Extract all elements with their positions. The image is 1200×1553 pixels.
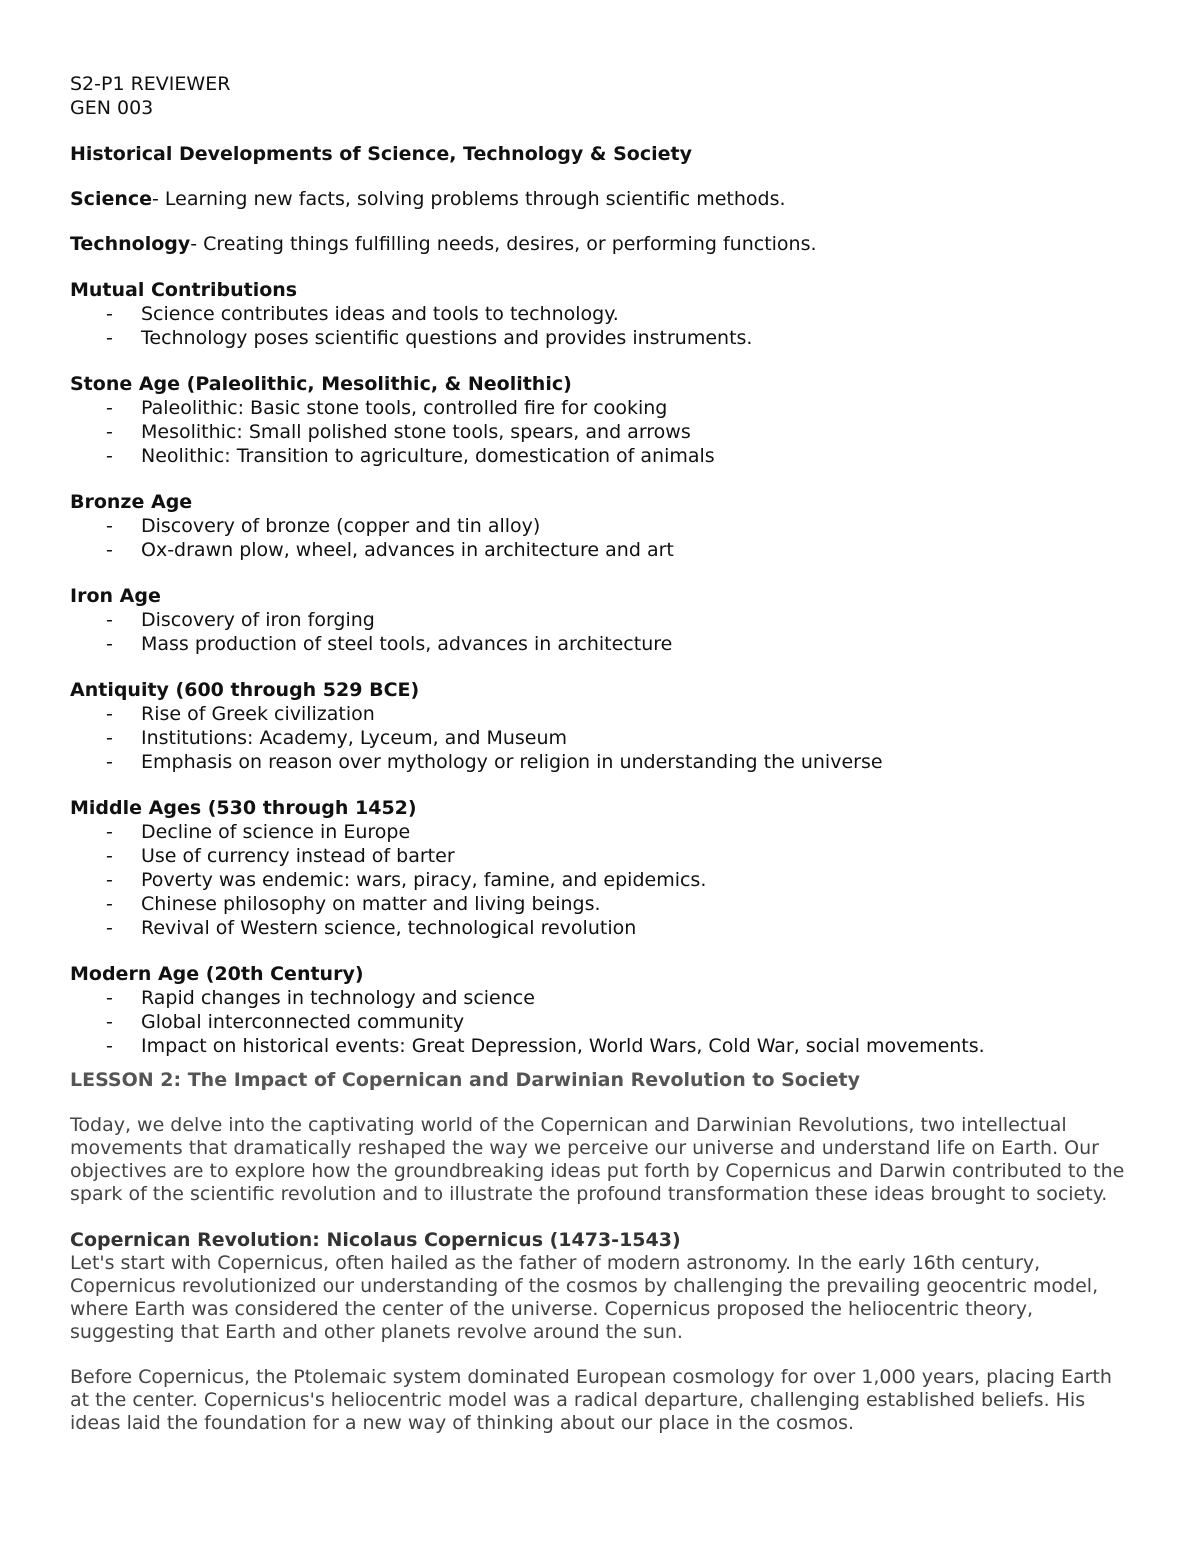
section-heading: Antiquity (600 through 529 BCE): [70, 679, 420, 701]
bullet-dash: -: [106, 421, 113, 443]
bullet-text: Mesolithic: Small polished stone tools, spears, and arrows: [141, 421, 691, 443]
bullet-item: [70, 986, 1130, 1010]
section-heading: Stone Age (Paleolithic, Mesolithic, & Neolithic): [70, 373, 572, 395]
bullet-item: [70, 514, 1130, 538]
section-heading: Mutual Contributions: [70, 279, 298, 301]
bullet-text: Discovery of bronze (copper and tin alloy): [141, 515, 541, 537]
bullet-dash: -: [106, 303, 113, 325]
lesson2-heading: LESSON 2: The Impact of Copernican and Darwinian Revolution to Society: [70, 1069, 860, 1091]
bullet-text: Emphasis on reason over mythology or religion in understanding the universe: [141, 751, 883, 773]
bullet-dash: -: [106, 751, 113, 773]
bullet-list: [70, 302, 1130, 350]
copernicus-paragraph-1: Let's start with Copernicus, often hailed as the father of modern astronomy. In the early 16th century, Copernicus revolutionized our understanding of the cosmos by challenging the prevailing geocentric model, where Earth was considered the center of the universe. Copernicus proposed the heliocentric theory, suggesting that Earth and other planets revolve around the sun.: [70, 1252, 1099, 1343]
bullet-dash: -: [106, 515, 113, 537]
bullet-dash: -: [106, 845, 113, 867]
bullet-dash: -: [106, 445, 113, 467]
doc-title-line1: S2-P1 REVIEWER: [70, 73, 231, 95]
bullet-item: [70, 726, 1130, 750]
bullet-text: Revival of Western science, technological revolution: [141, 917, 637, 939]
bullet-dash: -: [106, 869, 113, 891]
bullet-item: [70, 444, 1130, 468]
bullet-text: Decline of science in Europe: [141, 821, 411, 843]
bullet-dash: -: [106, 397, 113, 419]
bullet-text: Impact on historical events: Great Depression, World Wars, Cold War, social movements.: [141, 1035, 985, 1057]
bullet-dash: -: [106, 917, 113, 939]
bullet-dash: -: [106, 987, 113, 1009]
bullet-item: [70, 916, 1130, 940]
section-heading: Middle Ages (530 through 1452): [70, 797, 417, 819]
bullet-dash: -: [106, 1035, 113, 1057]
bullet-text: Rise of Greek civilization: [141, 703, 375, 725]
bullet-item: [70, 326, 1130, 350]
copernicus-heading: Copernican Revolution: Nicolaus Copernicus (1473-1543): [70, 1229, 681, 1251]
definition-science: [70, 188, 1130, 211]
bullet-item: [70, 868, 1130, 892]
main-heading: Historical Developments of Science, Technology & Society: [70, 143, 692, 165]
bullet-dash: -: [106, 821, 113, 843]
bullet-list: [70, 396, 1130, 468]
bullet-item: [70, 844, 1130, 868]
doc-title-line2: GEN 003: [70, 97, 154, 119]
definition-term: Science: [70, 188, 153, 210]
lesson2-intro: Today, we delve into the captivating world of the Copernican and Darwinian Revolutions, two intellectual movements that dramatically reshaped the way we perceive our universe and understand life on Earth. Our objectives are to explore how the groundbreaking ideas put forth by Copernicus and Darwin contributed to the spark of the scientific revolution and to illustrate the profound transformation these ideas brought to society.: [70, 1114, 1125, 1205]
bullet-text: Science contributes ideas and tools to technology.: [141, 303, 619, 325]
bullet-item: [70, 302, 1130, 326]
definition-text: - Creating things fulfilling needs, desires, or performing functions.: [190, 233, 817, 255]
bullet-item: [70, 1034, 1130, 1058]
bullet-item: [70, 820, 1130, 844]
definition-text: - Learning new facts, solving problems through scientific methods.: [152, 188, 786, 210]
bullet-dash: -: [106, 609, 113, 631]
bullet-item: [70, 892, 1130, 916]
bullet-list: [70, 608, 1130, 656]
bullet-text: Institutions: Academy, Lyceum, and Museum: [141, 727, 568, 749]
bullet-item: [70, 608, 1130, 632]
bullet-dash: -: [106, 727, 113, 749]
bullet-text: Paleolithic: Basic stone tools, controlled fire for cooking: [141, 397, 668, 419]
sections-container: [70, 256, 1130, 1058]
bullet-text: Mass production of steel tools, advances in architecture: [141, 633, 673, 655]
bullet-text: Technology poses scientific questions and provides instruments.: [141, 327, 753, 349]
bullet-dash: -: [106, 327, 113, 349]
bullet-item: [70, 632, 1130, 656]
bullet-text: Global interconnected community: [141, 1011, 465, 1033]
bullet-list: [70, 986, 1130, 1058]
section-heading: Modern Age (20th Century): [70, 963, 364, 985]
bullet-dash: -: [106, 633, 113, 655]
bullet-item: [70, 396, 1130, 420]
bullet-item: [70, 750, 1130, 774]
bullet-text: Rapid changes in technology and science: [141, 987, 535, 1009]
bullet-item: [70, 702, 1130, 726]
bullet-text: Use of currency instead of barter: [141, 845, 455, 867]
bullet-text: Discovery of iron forging: [141, 609, 375, 631]
bullet-dash: -: [106, 1011, 113, 1033]
section-heading: Bronze Age: [70, 491, 193, 513]
bullet-dash: -: [106, 893, 113, 915]
bullet-dash: -: [106, 539, 113, 561]
bullet-item: [70, 538, 1130, 562]
section-heading: Iron Age: [70, 585, 161, 607]
definition-term: Technology: [70, 233, 191, 255]
bullet-text: Neolithic: Transition to agriculture, domestication of animals: [141, 445, 715, 467]
bullet-text: Poverty was endemic: wars, piracy, famine, and epidemics.: [141, 869, 707, 891]
bullet-item: [70, 1010, 1130, 1034]
bullet-list: [70, 702, 1130, 774]
bullet-text: Ox-drawn plow, wheel, advances in architecture and art: [141, 539, 674, 561]
bullet-text: Chinese philosophy on matter and living beings.: [141, 893, 601, 915]
bullet-list: [70, 820, 1130, 940]
bullet-dash: -: [106, 703, 113, 725]
copernicus-paragraph-2: Before Copernicus, the Ptolemaic system dominated European cosmology for over 1,000 years, placing Earth at the center. Copernicus's heliocentric model was a radical departure, challenging established beliefs. His ideas laid the foundation for a new way of thinking about our place in the cosmos.: [70, 1366, 1112, 1434]
bullet-list: [70, 514, 1130, 562]
definition-technology: [70, 233, 1130, 256]
bullet-item: [70, 420, 1130, 444]
